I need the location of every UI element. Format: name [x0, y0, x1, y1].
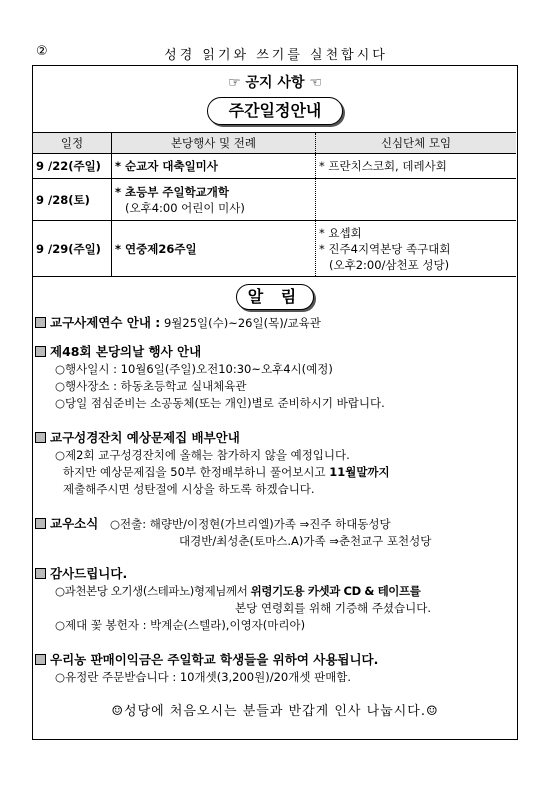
deadline-text: 11월말까지 — [329, 465, 390, 479]
section-line: ○행사일시 : 10월6일(주일)오전10:30~오후4시(예정) — [55, 362, 333, 376]
section-line: ○제2회 교구성경잔치에 올해는 참가하지 않을 예정입니다. — [55, 448, 350, 462]
row-group — [316, 221, 517, 277]
section-line — [35, 583, 515, 600]
table-row — [33, 154, 516, 179]
section-title: 감사드립니다. — [50, 566, 128, 581]
checkbox-square-icon — [35, 432, 46, 443]
greeting-text: ☺성당에 처음오시는 분들과 반갑게 인사 나눕시다.☺ — [111, 704, 439, 719]
schedule-table — [33, 132, 516, 277]
row-group-line: * 진주4지역본당 족구대회 — [319, 241, 451, 256]
checkbox-square-icon — [35, 568, 46, 579]
section-line: ○행사장소 : 하동초등학교 실내체육관 — [55, 379, 247, 393]
col-main: 본당행사 및 전례 — [112, 133, 316, 154]
section-line: ○당일 점심준비는 소공동체(또는 개인)별로 준비하시기 바랍니다. — [55, 396, 385, 410]
section-text: 9월25일(수)~26일(목)/교육관 — [163, 316, 321, 330]
row-date: 9 /28(토) — [33, 179, 112, 221]
row-date: 9 /29(주일) — [33, 221, 112, 277]
row-main-line: * 초등부 주일학교개학 — [115, 184, 230, 199]
row-main — [112, 179, 316, 221]
row-group-line: * 요셉회 — [319, 225, 362, 240]
section-line: ○유정란 주문받습니다 : 10개셋(3,200원)/20개셋 판매함. — [55, 670, 352, 684]
section-title: 교구성경잔치 예상문제집 배부안내 — [50, 430, 240, 445]
section-text: ○과천본당 오기생(스테파노)형제님께서 — [55, 584, 251, 598]
section-label: ○전출: — [109, 517, 147, 531]
section-line: 대경반/최성춘(토마스.A)가족 ⇒춘천교구 포천성당 — [179, 534, 432, 548]
section-text: 하지만 예상문제집을 50부 한정배부하니 풀어보시고 — [63, 465, 330, 479]
row-main: * 순교자 대축일미사 — [112, 154, 316, 179]
row-group: * 프란치스코회, 데레사회 — [316, 154, 517, 179]
checkbox-square-icon — [35, 654, 46, 665]
section-title: 제48회 본당의날 행사 안내 — [50, 344, 202, 359]
row-group — [316, 179, 517, 221]
section-line — [35, 464, 515, 481]
row-group-line: (오후2:00/삼천포 성당) — [329, 257, 450, 272]
checkbox-square-icon — [35, 518, 46, 529]
row-main: * 연중제26주일 — [112, 221, 316, 277]
checkbox-square-icon — [35, 317, 46, 328]
parish-day-section — [35, 343, 515, 412]
training-section — [35, 314, 515, 332]
thanks-section — [35, 565, 515, 634]
section-title: 교우소식 — [50, 516, 99, 531]
bulletin-frame — [32, 65, 518, 740]
checkbox-square-icon — [35, 346, 46, 357]
section-line: 본당 연령회를 위해 기증해 주셨습니다. — [235, 601, 432, 615]
schedule-header-row — [33, 133, 516, 154]
schedule-title: 주간일정안내 — [207, 97, 343, 125]
section-line: 제출해주시면 성탄절에 시상을 하도록 하겠습니다. — [63, 482, 315, 496]
section-title: 우리농 판매이익금은 주일학교 학생들을 위하여 사용됩니다. — [50, 652, 379, 667]
wheat-section — [35, 651, 515, 686]
donation-text: 위령기도용 카셋과 CD & 테이프를 — [250, 584, 421, 598]
table-row — [33, 179, 516, 221]
col-date: 일정 — [33, 133, 112, 154]
table-row — [33, 221, 516, 277]
page-tagline: 성경 읽기와 쓰기를 실천합시다 — [164, 48, 388, 63]
notice-title: ☞ 공지 사항 ☜ — [228, 75, 322, 91]
section-text: 해량반/이정현(가브리엘)가족 ⇒진주 하대동성당 — [149, 517, 391, 531]
col-group: 신심단체 모임 — [316, 133, 517, 154]
row-date: 9 /22(주일) — [33, 154, 112, 179]
section-line: ○제대 꽃 봉헌자 : 박계순(스텔라),이영자(마리아) — [55, 618, 306, 632]
alim-title: 알 림 — [236, 284, 314, 310]
bible-contest-section — [35, 429, 515, 498]
row-main-line: (오후4:00 어린이 미사) — [125, 200, 245, 215]
section-title: 교구사제연수 안내 : — [50, 315, 161, 330]
page-header — [32, 43, 520, 63]
parish-news-section — [35, 515, 515, 550]
page-number: ② — [36, 44, 48, 59]
